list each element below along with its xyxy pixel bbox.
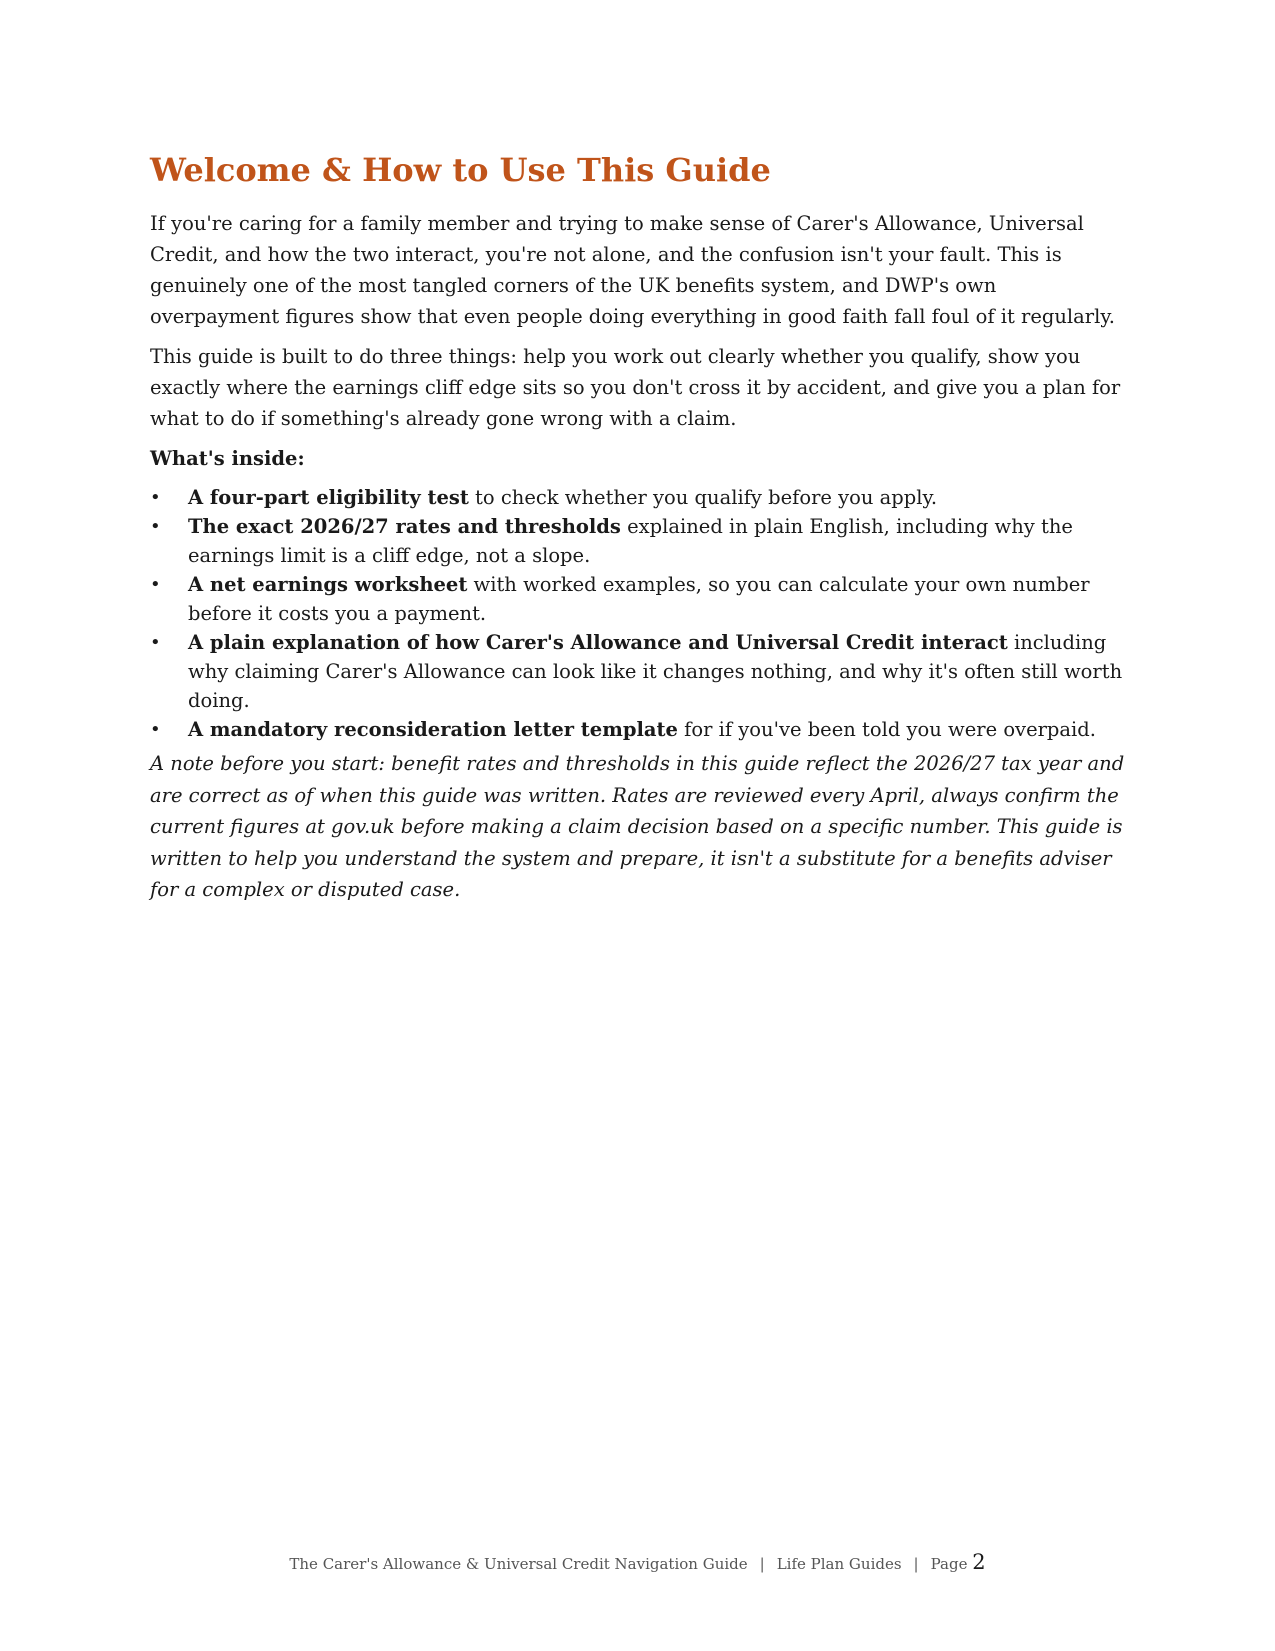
list-item	[150, 570, 1130, 628]
bullet-icon: •	[150, 632, 161, 653]
intro-paragraph-2: This guide is built to do three things: help you work out clearly whether you qualify, show you exactly where the earnings cliff edge sits so you don't cross it by accident, and give you a plan for what to do if something's already gone wrong with a claim.	[150, 345, 1121, 430]
list-item-text: including why claiming Carer's Allowance can look like it changes nothing, and why it's often still worth doing.	[188, 631, 1123, 712]
list-item	[150, 483, 1130, 512]
whats-inside-list	[150, 483, 1130, 744]
footer-guide-name: The Carer's Allowance & Universal Credit Navigation Guide	[289, 1555, 748, 1573]
footer-publisher: Life Plan Guides	[776, 1555, 902, 1573]
intro-paragraph-1: If you're caring for a family member and trying to make sense of Carer's Allowance, Universal Credit, and how the two interact, you're not alone, and the confusion isn't your fault. This is genuinely one of the most tangled corners of the UK benefits system, and DWP's own overpayment figures show that even people doing everything in good faith fall foul of it regularly.	[150, 212, 1115, 328]
list-item-bold: The exact 2026/27 rates and thresholds	[188, 515, 621, 538]
list-item-text: for if you've been told you were overpaid.	[677, 718, 1096, 741]
footer-page-number: 2	[972, 1550, 986, 1574]
list-item	[150, 628, 1130, 715]
page-footer	[0, 1550, 1275, 1574]
whats-inside-heading: What's inside:	[150, 447, 305, 470]
list-item-text: explained in plain English, including why the earnings limit is a cliff edge, not a slope.	[188, 515, 1073, 567]
page-title: Welcome & How to Use This Guide	[150, 151, 771, 189]
footer-page-label: Page	[930, 1555, 968, 1573]
list-item-bold: A net earnings worksheet	[188, 573, 468, 596]
footer-separator: |	[913, 1555, 919, 1573]
bullet-icon: •	[150, 719, 161, 740]
footer-separator: |	[759, 1555, 765, 1573]
list-item-text: to check whether you qualify before you apply.	[468, 486, 938, 509]
list-item-bold: A mandatory reconsideration letter template	[188, 718, 678, 741]
list-item-bold: A four-part eligibility test	[188, 486, 469, 509]
list-item	[150, 512, 1130, 570]
list-item-bold: A plain explanation of how Carer's Allowance and Universal Credit interact	[188, 631, 1008, 654]
disclaimer-note: A note before you start: benefit rates and thresholds in this guide reflect the 2026/27 tax year and are correct as of when this guide was written. Rates are reviewed every April, always confirm the current figures at gov.uk before making a claim decision based on a specific number. This guide is written to help you understand the system and prepare, it isn't a substitute for a benefits adviser for a complex or disputed case.	[150, 752, 1125, 901]
bullet-icon: •	[150, 487, 161, 508]
bullet-icon: •	[150, 516, 161, 537]
document-page	[150, 150, 1130, 906]
list-item	[150, 715, 1130, 744]
bullet-icon: •	[150, 574, 161, 595]
list-item-text: with worked examples, so you can calculate your own number before it costs you a payment.	[188, 573, 1090, 625]
